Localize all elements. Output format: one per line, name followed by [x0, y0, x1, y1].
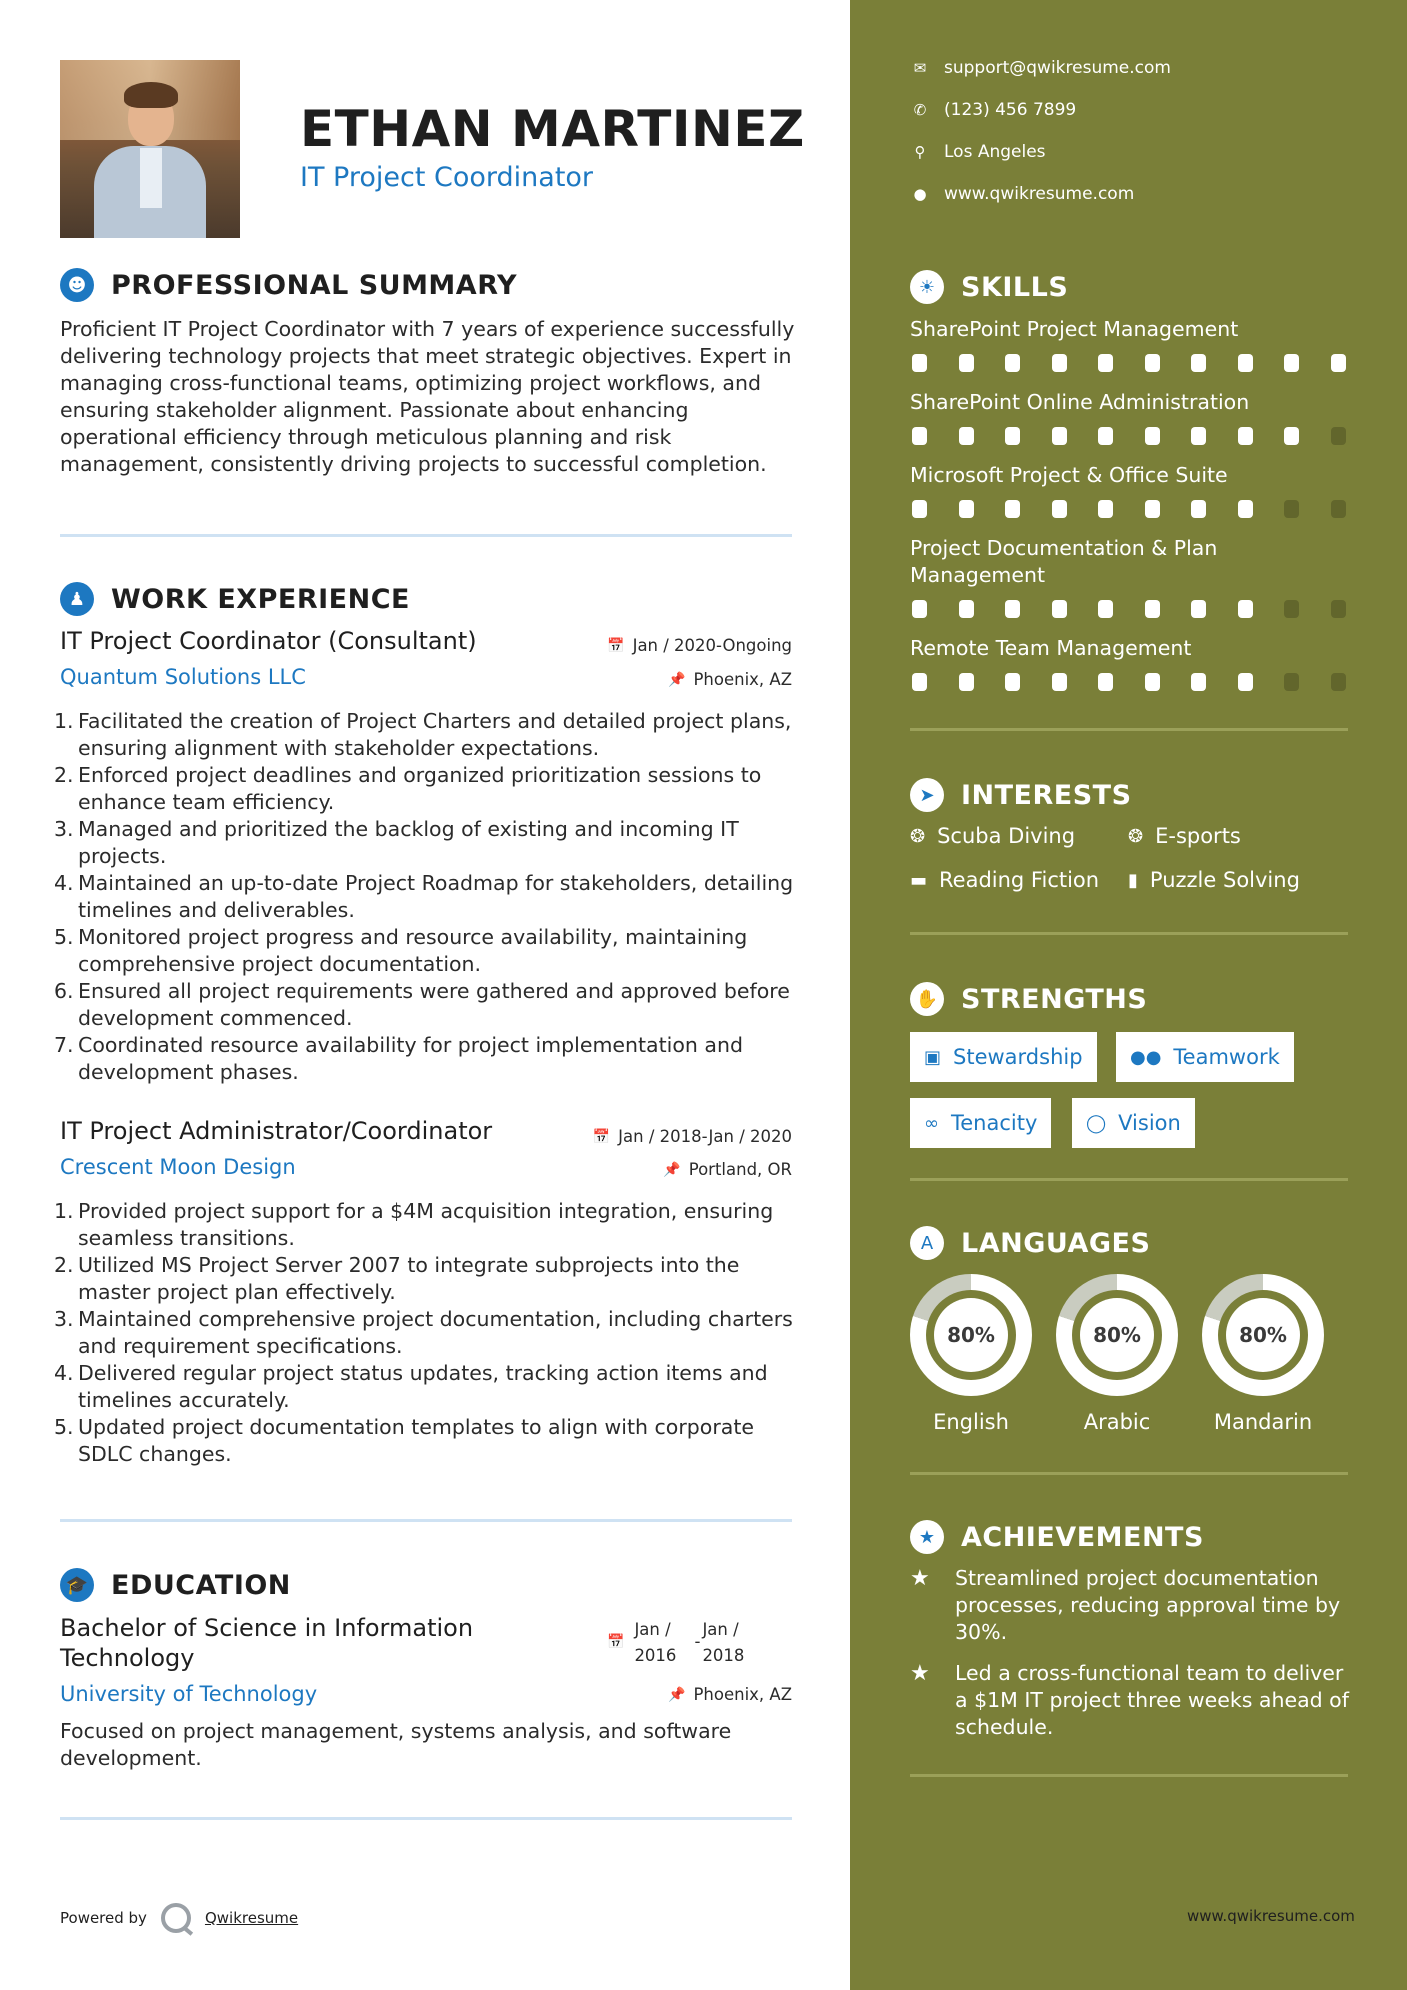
paper-plane-icon: ➤	[910, 778, 944, 812]
calendar-icon: 📅	[607, 637, 625, 654]
job-company: Quantum Solutions LLC	[60, 665, 306, 689]
skill-dot	[1145, 427, 1160, 445]
lightbulb-icon: ☀	[910, 270, 944, 304]
language-percent: 80%	[934, 1298, 1008, 1372]
globe-icon: ●	[913, 185, 927, 203]
skill-rating	[912, 600, 1377, 618]
achievements-heading	[910, 1520, 1204, 1554]
skill-name: SharePoint Project Management	[910, 317, 1239, 341]
language-item	[910, 1274, 1032, 1434]
contact-location: ⚲ Los Angeles	[910, 142, 1046, 162]
language-item	[1202, 1274, 1324, 1434]
skill-dot	[1145, 673, 1160, 691]
skill-dot	[1284, 500, 1299, 518]
list-item: 3. Managed and prioritized the backlog of existing and incoming IT projects.	[54, 817, 739, 868]
graduate-icon: 🎓	[60, 1568, 94, 1602]
strengths-heading	[910, 982, 1147, 1016]
interests-title: INTERESTS	[961, 779, 1132, 811]
skill-dot	[1191, 354, 1206, 372]
skill-rating	[912, 354, 1377, 372]
divider	[910, 1774, 1348, 1777]
achievements-title: ACHIEVEMENTS	[961, 1521, 1204, 1553]
interest-item: ❂ Scuba Diving	[910, 824, 1076, 848]
school-name: University of Technology	[60, 1682, 318, 1706]
contact-phone: ✆ (123) 456 7899	[910, 100, 1076, 120]
skill-dot	[959, 600, 974, 618]
pin-icon: 📌	[668, 1686, 686, 1703]
life-ring-icon: ❂	[1128, 825, 1144, 847]
skill-dot	[912, 427, 927, 445]
skill-dot	[1005, 673, 1020, 691]
list-item: 3. Maintained comprehensive project documentation, including charters and requirement specifications.	[54, 1307, 793, 1358]
list-item: 5. Updated project documentation templates to align with corporate SDLC changes.	[54, 1415, 754, 1466]
life-ring-icon: ❂	[910, 825, 926, 847]
skill-name: Remote Team Management	[910, 636, 1192, 660]
pin-icon: 📌	[668, 671, 686, 688]
skill-dot	[1331, 673, 1346, 691]
skill-dot	[1145, 354, 1160, 372]
education-heading	[60, 1568, 291, 1602]
envelope-icon: ✉	[913, 59, 927, 77]
skill-dot	[1005, 600, 1020, 618]
skill-dot	[1191, 427, 1206, 445]
skill-dot	[1331, 600, 1346, 618]
star-badge-icon: ★	[910, 1520, 944, 1554]
star-icon: ★	[910, 1566, 930, 1591]
gamepad-icon: ▬	[910, 869, 928, 891]
strength-chip: ●● Teamwork	[1116, 1032, 1294, 1082]
list-item: 4. Maintained an up-to-date Project Roadmap for stakeholders, detailing timelines and deliverables.	[54, 871, 794, 922]
skill-dot	[1191, 500, 1206, 518]
degree-title: Bachelor of Science in Information	[60, 1614, 474, 1642]
candidate-role: IT Project Coordinator	[300, 162, 594, 193]
hand-icon: ✋	[910, 982, 944, 1016]
skill-dot	[959, 427, 974, 445]
job-company: Crescent Moon Design	[60, 1155, 296, 1179]
skill-dot	[1145, 500, 1160, 518]
skill-dot	[912, 600, 927, 618]
interests-heading	[910, 778, 1132, 812]
skills-heading	[910, 270, 1068, 304]
job-title: IT Project Coordinator (Consultant)	[60, 627, 477, 655]
strength-chip: ◯ Vision	[1072, 1098, 1195, 1148]
star-icon: ★	[910, 1661, 930, 1686]
language-ring	[910, 1274, 1032, 1396]
user-icon: ☻	[60, 268, 94, 302]
skill-dot	[1005, 500, 1020, 518]
languages-heading	[910, 1226, 1150, 1260]
list-item: 1. Facilitated the creation of Project Charters and detailed project plans, ensuring alignment with stakeholder expectations.	[54, 709, 792, 760]
skill-dot	[912, 673, 927, 691]
skill-dot	[1098, 354, 1113, 372]
briefcase-icon: ▣	[924, 1046, 942, 1068]
skill-dot	[1145, 600, 1160, 618]
skill-dot	[912, 500, 927, 518]
list-item: 4. Delivered regular project status updates, tracking action items and timelines accurately.	[54, 1361, 768, 1412]
skill-dot	[1284, 427, 1299, 445]
divider	[910, 1178, 1348, 1181]
skill-dot	[1238, 673, 1253, 691]
skill-dot	[1098, 600, 1113, 618]
language-icon: A	[910, 1226, 944, 1260]
language-ring	[1056, 1274, 1178, 1396]
language-ring	[1202, 1274, 1324, 1396]
strength-chip: ▣ Stewardship	[910, 1032, 1097, 1082]
skill-dot	[1098, 673, 1113, 691]
skill-rating	[912, 500, 1377, 518]
skill-dot	[959, 354, 974, 372]
language-name: English	[933, 1410, 1009, 1434]
skill-name: Project Documentation & Plan	[910, 536, 1218, 560]
skill-dot	[1098, 427, 1113, 445]
skill-dot	[1098, 500, 1113, 518]
contact-email: ✉ support@qwikresume.com	[910, 58, 1171, 78]
summary-text: Proficient IT Project Coordinator with 7 years of experience successfully delivering technology projects that meet strategic objectives. Expert in managing cross-functional teams, optimizing project workflows, and ensuring stakeholder alignment. Passionate about enhancing operational efficiency through meticulous planning and risk management, consistently driving projects to successful completion.	[60, 317, 795, 476]
skills-title: SKILLS	[961, 271, 1069, 303]
education-location: 📌 Phoenix, AZ	[668, 1685, 792, 1704]
list-item: 6. Ensured all project requirements were gathered and approved before development commenced.	[54, 979, 790, 1030]
skill-dot	[1052, 427, 1067, 445]
profile-photo	[60, 60, 240, 238]
strength-chip: ∞ Tenacity	[910, 1098, 1051, 1148]
list-item: 2. Utilized MS Project Server 2007 to integrate subprojects into the master project plan effectively.	[54, 1253, 740, 1304]
education-description: Focused on project management, systems analysis, and software development.	[60, 1719, 732, 1770]
interest-item: ▬ Reading Fiction	[910, 868, 1100, 892]
job-dates-text: Jan / 2018-Jan / 2020	[618, 1127, 792, 1146]
calendar-icon: 📅	[607, 1634, 625, 1650]
link-icon: ∞	[924, 1112, 939, 1134]
skill-dot	[1284, 354, 1299, 372]
job-location-text: Portland, OR	[688, 1160, 792, 1179]
language-name: Mandarin	[1213, 1410, 1313, 1434]
skill-dot	[1331, 500, 1346, 518]
skill-dot	[1238, 354, 1253, 372]
skill-dot	[1238, 500, 1253, 518]
skill-dot	[1052, 500, 1067, 518]
skill-dot	[1238, 600, 1253, 618]
list-item: 2. Enforced project deadlines and organized prioritization sessions to enhance team efficiency.	[54, 763, 762, 814]
skill-dot	[1284, 600, 1299, 618]
divider	[60, 1519, 792, 1522]
skill-name: Microsoft Project & Office Suite	[910, 463, 1228, 487]
list-item: 7. Coordinated resource availability for project implementation and development phases.	[54, 1033, 743, 1084]
divider	[60, 534, 792, 537]
skill-name: SharePoint Online Administration	[910, 390, 1250, 414]
education-dates: 📅 Jan / 2016 - Jan / 2018	[607, 1617, 752, 1669]
qwikresume-link[interactable]: Qwikresume	[204, 1909, 299, 1927]
achievement-item: ★ Streamlined project documentation processes, reducing approval time by 30%.	[910, 1566, 1341, 1644]
interest-item: ❂ E-sports	[1128, 824, 1241, 848]
divider	[910, 1472, 1348, 1475]
skill-rating	[912, 673, 1377, 691]
skill-dot	[1331, 354, 1346, 372]
candidate-name: ETHAN MARTINEZ	[300, 100, 805, 158]
skill-dot	[959, 673, 974, 691]
phone-icon: ✆	[913, 101, 927, 119]
skill-dot	[1238, 427, 1253, 445]
divider	[910, 728, 1348, 731]
job-dates	[593, 1127, 792, 1146]
skill-dot	[1005, 427, 1020, 445]
experience-title: WORK EXPERIENCE	[111, 583, 410, 615]
skill-dot	[1052, 600, 1067, 618]
strengths-title: STRENGTHS	[961, 983, 1148, 1015]
powered-by: Powered by Qwikresume	[60, 1903, 298, 1933]
language-name: Arabic	[1083, 1410, 1151, 1434]
experience-heading	[60, 582, 410, 616]
skill-dot	[1052, 673, 1067, 691]
calendar-icon: 📅	[592, 1128, 611, 1145]
pin-icon: 📌	[663, 1161, 681, 1178]
skill-dot	[1284, 673, 1299, 691]
languages-title: LANGUAGES	[961, 1227, 1151, 1259]
job-location	[668, 670, 792, 689]
list-item: 1. Provided project support for a $4M acquisition integration, ensuring seamless transitions.	[54, 1199, 774, 1250]
divider	[60, 1817, 792, 1820]
skill-dot	[1191, 673, 1206, 691]
summary-title: PROFESSIONAL SUMMARY	[111, 269, 518, 301]
contact-website: ● www.qwikresume.com	[910, 184, 1134, 204]
skill-dot	[912, 354, 927, 372]
job-bullets	[54, 708, 799, 1086]
skill-dot	[1052, 354, 1067, 372]
job-dates-text: Jan / 2020-Ongoing	[632, 636, 792, 655]
binoculars-icon: ◯	[1086, 1112, 1107, 1134]
sidebar	[850, 0, 1407, 1990]
map-pin-icon: ⚲	[914, 143, 926, 161]
summary-heading	[60, 268, 517, 302]
language-percent: 80%	[1080, 1298, 1154, 1372]
job-bullets	[54, 1198, 799, 1468]
skill-dot	[959, 500, 974, 518]
job-location	[663, 1160, 792, 1179]
users-icon: ●●	[1130, 1046, 1162, 1068]
skill-dot	[1191, 600, 1206, 618]
divider	[910, 932, 1348, 935]
achievement-item: ★ Led a cross-functional team to deliver a $1M IT project three weeks ahead of schedule.	[910, 1661, 1349, 1739]
skill-dot	[1331, 427, 1346, 445]
skill-name-cont: Management	[910, 563, 1046, 587]
interest-item: ▮ Puzzle Solving	[1128, 868, 1300, 892]
book-icon: ▮	[1128, 869, 1138, 891]
briefcase-user-icon: ♟	[60, 582, 94, 616]
education-title: EDUCATION	[111, 1569, 291, 1601]
footer-website[interactable]: www.qwikresume.com	[1187, 1907, 1355, 1925]
job-title: IT Project Administrator/Coordinator	[60, 1117, 493, 1145]
skill-dot	[1005, 354, 1020, 372]
language-percent: 80%	[1226, 1298, 1300, 1372]
list-item: 5. Monitored project progress and resource availability, maintaining comprehensive project documentation.	[54, 925, 748, 976]
job-location-text: Phoenix, AZ	[693, 670, 792, 689]
job-dates	[607, 636, 792, 655]
degree-title-cont: Technology	[60, 1644, 195, 1672]
qwikresume-logo-icon	[161, 1903, 191, 1933]
language-item	[1056, 1274, 1178, 1434]
skill-rating	[912, 427, 1377, 445]
